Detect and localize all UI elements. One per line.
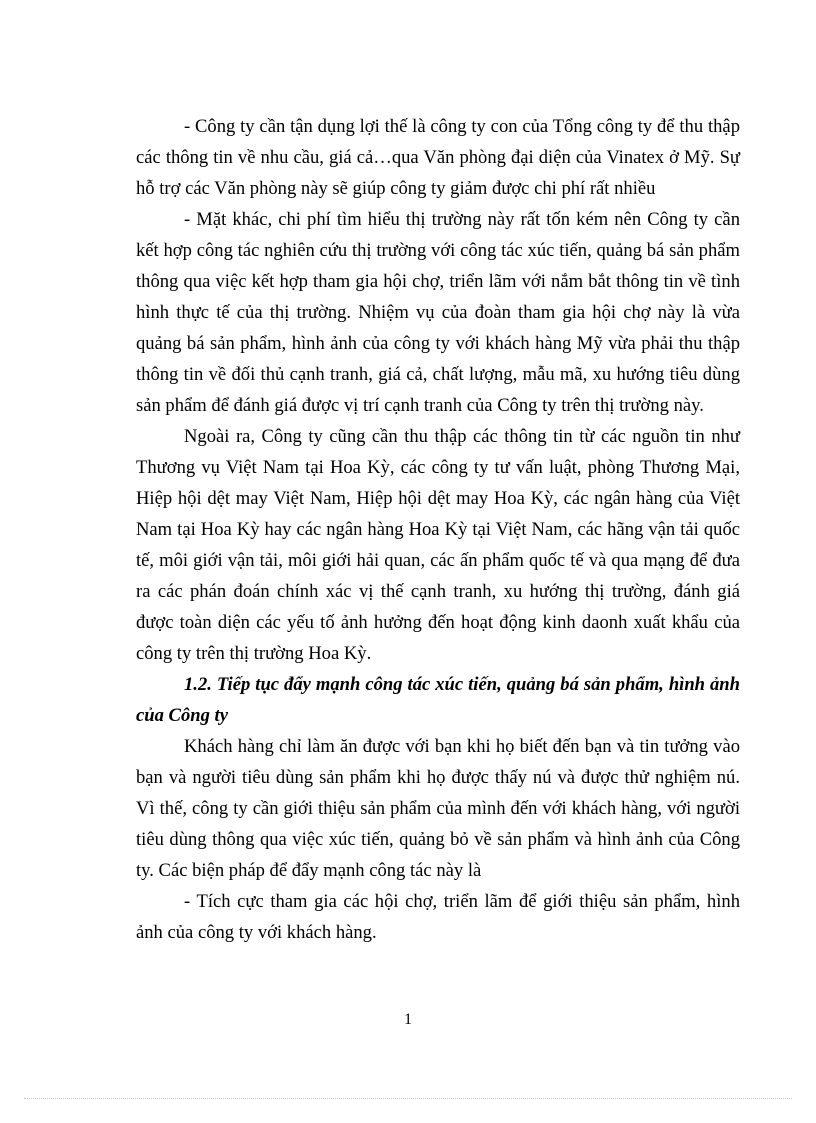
paragraph-market-research-cost: - Mặt khác, chi phí tìm hiểu thị trường này rất tốn kém nên Công ty cần kết hợp công tác nghiên cứu thị trường với công tác xúc tiến, quảng bá sản phẩm thông qua việc kết hợp tham gia hội chợ, triển lãm với nắm bắt thông tin về tình hình thực tế của thị trường. Nhiệm vụ của đoàn tham gia hội chợ này là vừa quảng bá sản phẩm, hình ảnh của công ty với khách hàng Mỹ vừa phải thu thập thông tin về đối thủ cạnh tranh, giá cả, chất lượng, mẫu mã, xu hướng tiêu dùng sản phẩm để đánh giá được vị trí cạnh tranh của Công ty trên thị trường này.	[136, 209, 740, 416]
paragraph-vinatex-info: - Công ty cần tận dụng lợi thế là công ty con của Tổng công ty để thu thập các thông tin về nhu cầu, giá cả…qua Văn phòng đại diện của Vinatex ở Mỹ. Sự hỗ trợ các Văn phòng này sẽ giúp công ty giảm được chi phí rất nhiều	[136, 116, 740, 199]
paragraph-customer-promotion: Khách hàng chỉ làm ăn được với bạn khi họ biết đến bạn và tin tưởng vào bạn và người tiêu dùng sản phẩm khi họ được thấy nú và được thử nghiệm nú. Vì thế, công ty cần giới thiệu sản phẩm của mình đến với khách hàng, với người tiêu dùng thông qua việc xúc tiến, quảng bỏ về sản phẩm và hình ảnh của Công ty. Các biện pháp để đẩy mạnh công tác này là	[136, 736, 740, 881]
page-number: 1	[404, 1011, 412, 1028]
paragraph-information-sources: Ngoài ra, Công ty cũng cần thu thập các thông tin từ các nguồn tin như Thương vụ Việt Nam tại Hoa Kỳ, các công ty tư vấn luật, phòng Thương Mại, Hiệp hội dệt may Việt Nam, Hiệp hội dệt may Hoa Kỳ, các ngân hàng của Việt Nam tại Hoa Kỳ hay các ngân hàng Hoa Kỳ tại Việt Nam, các hãng vận tải quốc tế, môi giới vận tải, môi giới hải quan, các ấn phẩm quốc tế và qua mạng để đưa ra các phán đoán chính xác vị thế cạnh tranh, xu hướng thị trường, đánh giá được toàn diện các yếu tố ảnh hưởng đến hoạt động kinh daonh xuất khẩu của công ty trên thị trường Hoa Kỳ.	[136, 426, 740, 664]
paragraph-trade-fairs: - Tích cực tham gia các hội chợ, triển lãm để giới thiệu sản phẩm, hình ảnh của công ty với khách hàng.	[136, 891, 740, 943]
page-bottom-divider	[24, 1098, 792, 1099]
section-heading: 1.2. Tiếp tục đẩy mạnh công tác xúc tiến, quảng bá sản phẩm, hình ảnh của Công ty	[136, 674, 740, 726]
document-body	[136, 111, 740, 948]
